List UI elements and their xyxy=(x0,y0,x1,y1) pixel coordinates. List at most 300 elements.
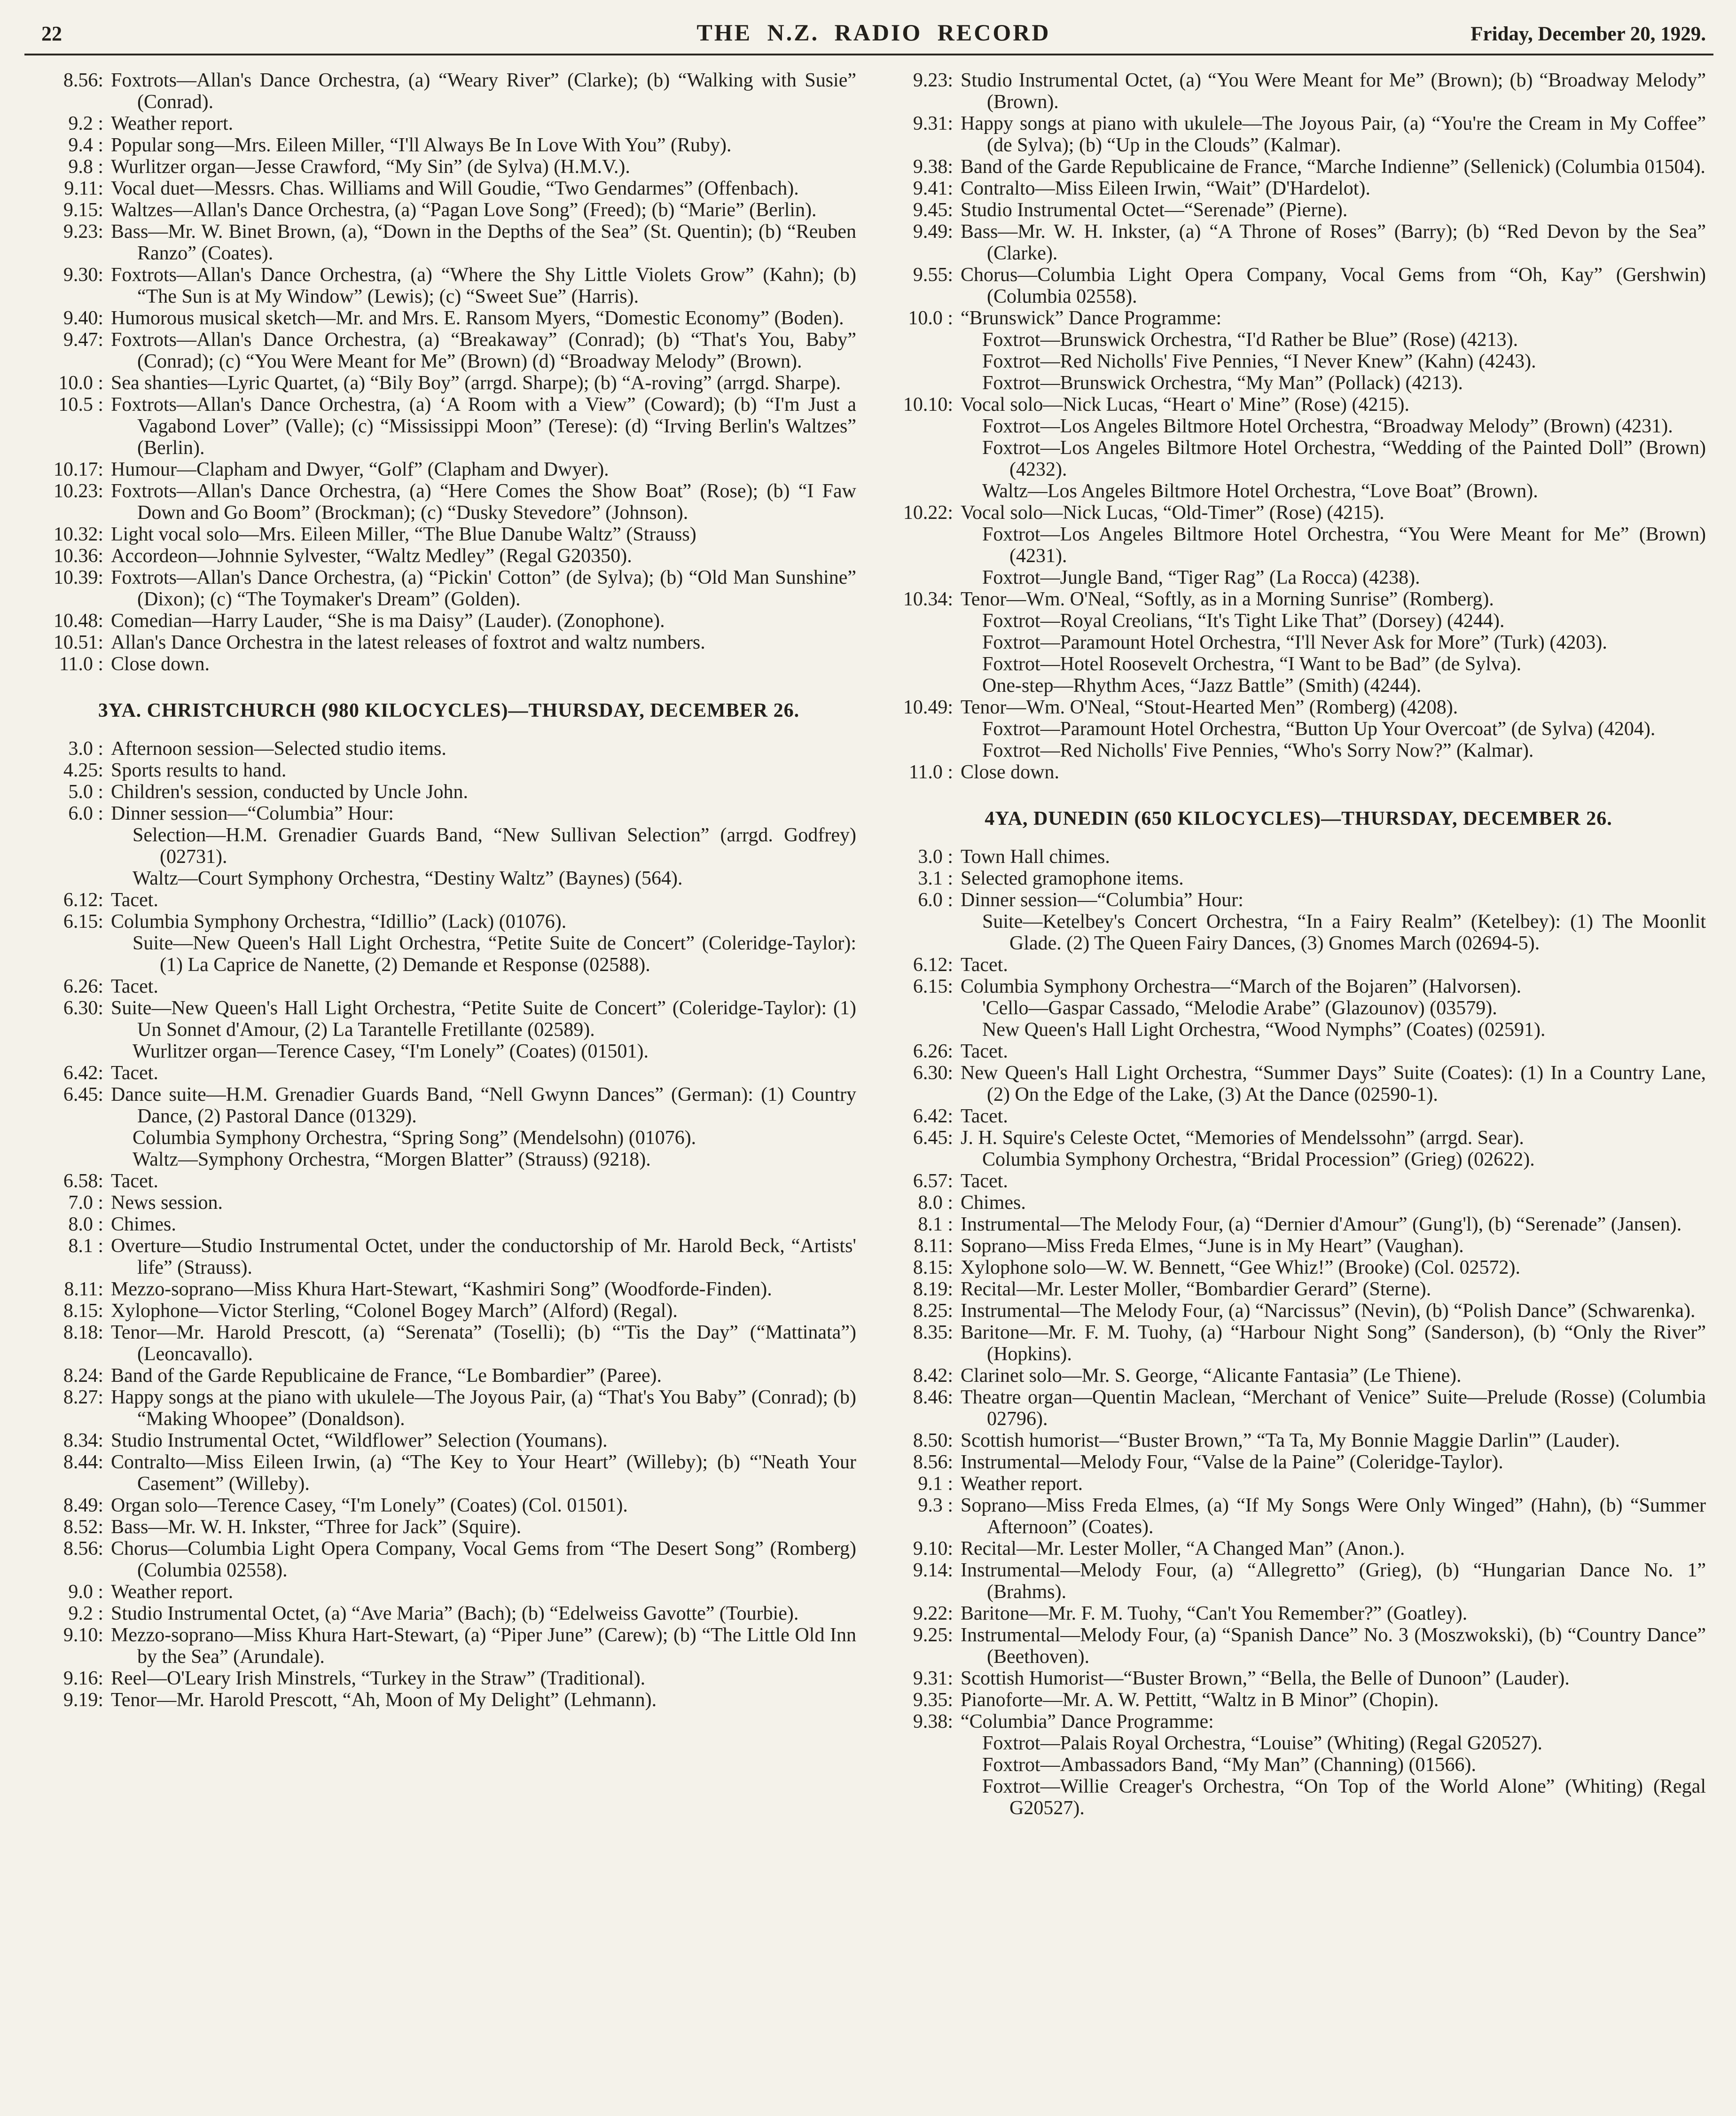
entry-time: 6.12: xyxy=(913,954,953,976)
entry-text: J. H. Squire's Celeste Octet, “Memories of Mendelssohn” (arrgd. Sear). xyxy=(961,1127,1524,1149)
entry-text: Soprano—Miss Freda Elmes, (a) “If My Songs Were Only Winged” (Hahn), (b) “Summer Afternoon” (Coates). xyxy=(961,1495,1706,1538)
entry-time: 8.1 : xyxy=(68,1235,103,1257)
entry-time: 10.48: xyxy=(53,610,103,632)
entry-text: Accordeon—Johnnie Sylvester, “Waltz Medley” (Regal G20350). xyxy=(111,545,632,567)
entry-time xyxy=(891,480,953,502)
entry-time: 7.0 : xyxy=(68,1192,103,1214)
entry-time: 10.39: xyxy=(53,567,103,588)
entry-text: Overture—Studio Instrumental Octet, under the conductorship of Mr. Harold Beck, “Artists' life” (Strauss). xyxy=(111,1235,856,1278)
entry-text: Humour—Clapham and Dwyer, “Golf” (Clapham and Dwyer). xyxy=(111,459,609,480)
entry-time: 9.35: xyxy=(913,1689,953,1711)
programme-entry xyxy=(41,632,856,653)
programme-entry xyxy=(891,1603,1706,1624)
entry-time: 6.30: xyxy=(913,1062,953,1084)
entry-text: Foxtrot—Red Nicholls' Five Pennies, “Who's Sorry Now?” (Kalmar). xyxy=(982,740,1534,761)
programme-entry xyxy=(41,1235,856,1278)
entry-time: 6.57: xyxy=(913,1170,953,1192)
entry-text: Chorus—Columbia Light Opera Company, Vocal Gems from “Oh, Kay” (Gershwin) (Columbia 02558). xyxy=(961,264,1706,307)
programme-entry xyxy=(41,653,856,675)
entry-text: Recital—Mr. Lester Moller, “Bombardier Gerard” (Sterne). xyxy=(961,1278,1431,1300)
entry-text: Happy songs at the piano with ukulele—The Joyous Pair, (a) “That's You Baby” (Conrad); (b) “Making Whoopee” (Donaldson). xyxy=(111,1387,856,1430)
entry-time: 9.22: xyxy=(913,1603,953,1624)
entry-text: Chimes. xyxy=(111,1214,176,1235)
programme-subentry xyxy=(41,1127,856,1149)
entry-time: 10.10: xyxy=(903,394,953,415)
column-left xyxy=(41,70,856,1819)
entry-time: 9.30: xyxy=(63,264,103,286)
entry-time: 9.11: xyxy=(64,178,103,199)
entry-text: Tacet. xyxy=(111,1062,158,1084)
entry-text: Weather report. xyxy=(111,1581,234,1603)
entry-text: Foxtrot—Paramount Hotel Orchestra, “Button Up Your Overcoat” (de Sylva) (4204). xyxy=(982,718,1656,740)
entry-time xyxy=(891,351,953,372)
entry-text: Band of the Garde Republicaine de France, “Marche Indienne” (Sellenick) (Columbia 01504). xyxy=(961,156,1705,178)
entry-time xyxy=(891,372,953,394)
entry-text: Columbia Symphony Orchestra—“March of the Bojaren” (Halvorsen). xyxy=(961,976,1522,997)
programme-entry xyxy=(41,738,856,760)
programme-entry xyxy=(41,1300,856,1322)
entry-text: Vocal solo—Nick Lucas, “Old-Timer” (Rose) (4215). xyxy=(961,502,1384,524)
entry-time: 9.55: xyxy=(913,264,953,286)
programme-entry xyxy=(891,264,1706,307)
entry-time: 8.15: xyxy=(63,1300,103,1322)
entry-time: 9.16: xyxy=(63,1668,103,1689)
entry-time: 9.41: xyxy=(913,178,953,199)
entry-time xyxy=(41,933,103,976)
entry-text: Instrumental—The Melody Four, (a) “Narcissus” (Nevin), (b) “Polish Dance” (Schwarenka). xyxy=(961,1300,1696,1322)
entry-text: Clarinet solo—Mr. S. George, “Alicante Fantasia” (Le Thiene). xyxy=(961,1365,1462,1387)
entry-text: Instrumental—Melody Four, “Valse de la Paine” (Coleridge-Taylor). xyxy=(961,1451,1503,1473)
publication-title: THE N.Z. RADIO RECORD xyxy=(696,19,1051,46)
entry-text: News session. xyxy=(111,1192,223,1214)
programme-subentry xyxy=(891,911,1706,954)
programme-entry xyxy=(891,1451,1706,1473)
programme-subentry xyxy=(891,632,1706,653)
programme-subentry xyxy=(891,1776,1706,1819)
entry-time xyxy=(891,1149,953,1170)
programme-entry xyxy=(891,1041,1706,1062)
entry-time: 10.0 : xyxy=(58,372,103,394)
programme-entry xyxy=(891,113,1706,156)
entry-time: 9.15: xyxy=(63,199,103,221)
entry-time: 6.45: xyxy=(63,1084,103,1105)
programme-entry xyxy=(41,1689,856,1711)
entry-time: 9.19: xyxy=(63,1689,103,1711)
programme-entry xyxy=(891,1062,1706,1105)
programme-entry xyxy=(41,567,856,610)
entry-text: Suite—New Queen's Hall Light Orchestra, “Petite Suite de Concert” (Coleridge-Taylor): (1) Un Sonnet d'Amour, (2) La Tarantelle Fretillante (02589). xyxy=(111,997,856,1041)
entry-text: Foxtrot—Los Angeles Biltmore Hotel Orchestra, “Broadway Melody” (Brown) (4231). xyxy=(982,415,1673,437)
entry-text: Foxtrot—Paramount Hotel Orchestra, “I'll Never Ask for More” (Turk) (4203). xyxy=(982,632,1607,653)
entry-text: Foxtrot—Red Nicholls' Five Pennies, “I Never Knew” (Kahn) (4243). xyxy=(982,351,1536,372)
programme-entry xyxy=(891,761,1706,783)
entry-time: 8.35: xyxy=(913,1322,953,1343)
programme-subentry xyxy=(891,1149,1706,1170)
entry-text: Foxtrot—Royal Creolians, “It's Tight Like That” (Dorsey) (4244). xyxy=(982,610,1505,632)
programme-subentry xyxy=(891,415,1706,437)
entry-time: 6.0 : xyxy=(918,889,953,911)
entry-text: Bass—Mr. W. H. Inkster, “Three for Jack” (Squire). xyxy=(111,1516,522,1538)
programme-subentry xyxy=(891,567,1706,588)
entry-time: 8.27: xyxy=(63,1387,103,1408)
programme-entry xyxy=(891,1278,1706,1300)
programme-entry xyxy=(41,307,856,329)
entry-text: Columbia Symphony Orchestra, “Spring Song” (Mendelsohn) (01076). xyxy=(133,1127,696,1149)
programme-subentry xyxy=(891,653,1706,675)
entry-text: Theatre organ—Quentin Maclean, “Merchant of Venice” Suite—Prelude (Rosse) (Columbia 02796). xyxy=(961,1387,1706,1430)
entry-text: Sea shanties—Lyric Quartet, (a) “Bily Boy” (arrgd. Sharpe); (b) “A-roving” (arrgd. Sharpe). xyxy=(111,372,841,394)
entry-text: Scottish Humorist—“Buster Brown,” “Bella, the Belle of Dunoon” (Lauder). xyxy=(961,1668,1570,1689)
entry-text: Studio Instrumental Octet, (a) “You Were Meant for Me” (Brown); (b) “Broadway Melody” (Brown). xyxy=(961,70,1706,113)
entry-text: Studio Instrumental Octet—“Serenade” (Pierne). xyxy=(961,199,1348,221)
programme-entry xyxy=(891,1668,1706,1689)
entry-time: 9.31: xyxy=(913,113,953,134)
entry-time xyxy=(891,415,953,437)
programme-entry xyxy=(41,1278,856,1300)
programme-subentry xyxy=(891,610,1706,632)
entry-text: Waltz—Symphony Orchestra, “Morgen Blatter” (Strauss) (9218). xyxy=(133,1149,651,1170)
issue-date: Friday, December 20, 1929. xyxy=(1470,23,1706,45)
programme-entry xyxy=(891,307,1706,329)
entry-time: 8.11: xyxy=(64,1278,103,1300)
programme-subentry xyxy=(891,437,1706,480)
programme-entry xyxy=(891,1538,1706,1560)
entry-text: Foxtrots—Allan's Dance Orchestra, (a) ‘A Room with a View” (Coward); (b) “I'm Just a Vagabond Lover” (Valle); (c) “Mississippi Moon” (Terese): (d) “Irving Berlin's Waltzes” (Berlin). xyxy=(111,394,856,459)
programme-entry xyxy=(891,1624,1706,1668)
programme-entry xyxy=(41,372,856,394)
entry-text: Close down. xyxy=(961,761,1059,783)
entry-time xyxy=(891,1732,953,1754)
entry-time: 9.38: xyxy=(913,1711,953,1732)
entry-text: Xylophone—Victor Sterling, “Colonel Bogey March” (Alford) (Regal). xyxy=(111,1300,678,1322)
programme-entry xyxy=(41,1387,856,1430)
entry-text: Tacet. xyxy=(111,1170,158,1192)
entry-text: Wurlitzer organ—Jesse Crawford, “My Sin” (de Sylva) (H.M.V.). xyxy=(111,156,630,178)
entry-text: Close down. xyxy=(111,653,210,675)
entry-text: Instrumental—The Melody Four, (a) “Dernier d'Amour” (Gung'l), (b) “Serenade” (Jansen). xyxy=(961,1214,1682,1235)
entry-text: Happy songs at piano with ukulele—The Joyous Pair, (a) “You're the Cream in My Coffee” (de Sylva); (b) “Up in the Clouds” (Kalmar). xyxy=(961,113,1706,156)
entry-time: 8.1 : xyxy=(918,1214,953,1235)
entry-text: New Queen's Hall Light Orchestra, “Summer Days” Suite (Coates): (1) In a Country Lane, (2) On the Edge of the Lake, (3) At the Dance (02590-1). xyxy=(961,1062,1706,1105)
entry-time: 6.12: xyxy=(63,889,103,911)
entry-time: 10.34: xyxy=(903,588,953,610)
entry-time: 3.0 : xyxy=(68,738,103,760)
programme-subentry xyxy=(891,740,1706,761)
programme-entry xyxy=(41,610,856,632)
entry-text: Foxtrot—Los Angeles Biltmore Hotel Orchestra, “You Were Meant for Me” (Brown) (4231). xyxy=(982,524,1706,567)
entry-text: Tenor—Mr. Harold Prescott, (a) “Serenata” (Toselli); (b) “'Tis the Day” (“Mattinata”) (Leoncavallo). xyxy=(111,1322,856,1365)
programme-entry xyxy=(891,697,1706,718)
programme-entry xyxy=(41,803,856,824)
entry-text: Foxtrots—Allan's Dance Orchestra, (a) “Breakaway” (Conrad); (b) “That's You, Baby” (Conrad); (c) “You Were Meant for Me” (Brown) (d) “Broadway Melody” (Brown). xyxy=(111,329,856,372)
programme-entry xyxy=(891,1711,1706,1732)
programme-subentry xyxy=(41,824,856,868)
programme-entry xyxy=(891,1192,1706,1214)
entry-text: Tenor—Wm. O'Neal, “Softly, as in a Morning Sunrise” (Romberg). xyxy=(961,588,1494,610)
programme-entry xyxy=(891,1689,1706,1711)
entry-text: Children's session, conducted by Uncle John. xyxy=(111,781,468,803)
entry-time xyxy=(891,567,953,588)
entry-text: Foxtrot—Jungle Band, “Tiger Rag” (La Rocca) (4238). xyxy=(982,567,1420,588)
entry-text: Weather report. xyxy=(111,113,234,134)
programme-entry xyxy=(41,1430,856,1451)
programme-entry xyxy=(891,588,1706,610)
entry-text: Instrumental—Melody Four, (a) “Allegretto” (Grieg), (b) “Hungarian Dance No. 1” (Brahms). xyxy=(961,1560,1706,1603)
programme-entry xyxy=(891,178,1706,199)
masthead xyxy=(0,0,1736,46)
entry-text: Reel—O'Leary Irish Minstrels, “Turkey in the Straw” (Traditional). xyxy=(111,1668,646,1689)
entry-text: Foxtrots—Allan's Dance Orchestra, (a) “Pickin' Cotton” (de Sylva); (b) “Old Man Sunshine” (Dixon); (c) “The Toymaker's Dream” (Golden). xyxy=(111,567,856,610)
programme-entry xyxy=(41,1451,856,1495)
programme-subentry xyxy=(891,997,1706,1019)
entry-time xyxy=(891,718,953,740)
programme-entry xyxy=(41,221,856,264)
programme-entry xyxy=(41,199,856,221)
entry-time: 8.15: xyxy=(913,1257,953,1278)
entry-time xyxy=(891,329,953,351)
programme-entry xyxy=(41,1322,856,1365)
entry-time: 9.4 : xyxy=(68,134,103,156)
entry-text: Vocal duet—Messrs. Chas. Williams and Will Goudie, “Two Gendarmes” (Offenbach). xyxy=(111,178,799,199)
programme-entry xyxy=(41,1581,856,1603)
entry-time: 11.0 : xyxy=(908,761,953,783)
entry-text: Tacet. xyxy=(111,889,158,911)
entry-text: Baritone—Mr. F. M. Tuohy, “Can't You Remember?” (Goatley). xyxy=(961,1603,1468,1624)
entry-text: Dinner session—“Columbia” Hour: xyxy=(111,803,394,824)
programme-entry xyxy=(41,997,856,1041)
entry-time: 6.0 : xyxy=(68,803,103,824)
programme-entry xyxy=(891,1300,1706,1322)
programme-entry xyxy=(41,1084,856,1127)
entry-time: 6.15: xyxy=(913,976,953,997)
programme-subentry xyxy=(891,1732,1706,1754)
programme-entry xyxy=(891,502,1706,524)
entry-text: Tacet. xyxy=(111,976,158,997)
programme-subentry xyxy=(891,524,1706,567)
entry-text: Foxtrot—Willie Creager's Orchestra, “On Top of the World Alone” (Whiting) (Regal G20527). xyxy=(982,1776,1706,1819)
entry-time: 9.38: xyxy=(913,156,953,178)
entry-text: Chorus—Columbia Light Opera Company, Vocal Gems from “The Desert Song” (Romberg) (Columbia 02558). xyxy=(111,1538,856,1581)
programme-entry xyxy=(891,1387,1706,1430)
entry-text: Studio Instrumental Octet, “Wildflower” Selection (Youmans). xyxy=(111,1430,608,1451)
entry-text: Sports results to hand. xyxy=(111,760,287,781)
entry-text: Foxtrot—Brunswick Orchestra, “I'd Rather be Blue” (Rose) (4213). xyxy=(982,329,1518,351)
entry-time: 9.10: xyxy=(63,1624,103,1646)
entry-time: 4.25: xyxy=(63,760,103,781)
entry-text: Afternoon session—Selected studio items. xyxy=(111,738,446,760)
programme-entry xyxy=(891,1257,1706,1278)
entry-time: 9.25: xyxy=(913,1624,953,1646)
entry-time xyxy=(891,653,953,675)
entry-text: Chimes. xyxy=(961,1192,1026,1214)
entry-text: Baritone—Mr. F. M. Tuohy, (a) “Harbour Night Song” (Sanderson), (b) “Only the River” (Hopkins). xyxy=(961,1322,1706,1365)
entry-text: Waltz—Los Angeles Biltmore Hotel Orchestra, “Love Boat” (Brown). xyxy=(982,480,1538,502)
programme-entry xyxy=(891,976,1706,997)
entry-time: 6.26: xyxy=(63,976,103,997)
entry-text: Foxtrot—Los Angeles Biltmore Hotel Orchestra, “Wedding of the Painted Doll” (Brown) (4232). xyxy=(982,437,1706,480)
entry-time: 8.46: xyxy=(913,1387,953,1408)
entry-text: New Queen's Hall Light Orchestra, “Wood Nymphs” (Coates) (02591). xyxy=(982,1019,1546,1041)
entry-text: Tenor—Mr. Harold Prescott, “Ah, Moon of My Delight” (Lehmann). xyxy=(111,1689,657,1711)
programme-entry xyxy=(41,889,856,911)
entry-text: Foxtrots—Allan's Dance Orchestra, (a) “Weary River” (Clarke); (b) “Walking with Susie” (Conrad). xyxy=(111,70,856,113)
entry-time: 10.5 : xyxy=(58,394,103,415)
programme-entry xyxy=(41,480,856,524)
programme-subentry xyxy=(891,1754,1706,1776)
programme-entry xyxy=(41,1516,856,1538)
entry-text: Wurlitzer organ—Terence Casey, “I'm Lonely” (Coates) (01501). xyxy=(133,1041,649,1062)
entry-time: 10.51: xyxy=(53,632,103,653)
programme-entry xyxy=(891,889,1706,911)
entry-text: One-step—Rhythm Aces, “Jazz Battle” (Smith) (4244). xyxy=(982,675,1422,697)
entry-time: 9.40: xyxy=(63,307,103,329)
entry-time: 8.49: xyxy=(63,1495,103,1516)
entry-time: 10.22: xyxy=(903,502,953,524)
programme-entry xyxy=(891,1170,1706,1192)
entry-text: Mezzo-soprano—Miss Khura Hart-Stewart, “Kashmiri Song” (Woodforde-Finden). xyxy=(111,1278,772,1300)
entry-text: Light vocal solo—Mrs. Eileen Miller, “The Blue Danube Waltz” (Strauss) xyxy=(111,524,696,545)
entry-text: Mezzo-soprano—Miss Khura Hart-Stewart, (a) “Piper June” (Carew); (b) “The Little Old Inn by the Sea” (Arundale). xyxy=(111,1624,856,1668)
programme-entry xyxy=(891,156,1706,178)
entry-time: 8.42: xyxy=(913,1365,953,1387)
programme-subentry xyxy=(41,1149,856,1170)
programme-entry xyxy=(41,1214,856,1235)
programme-subentry xyxy=(891,351,1706,372)
entry-time: 5.0 : xyxy=(68,781,103,803)
programme-entry xyxy=(891,868,1706,889)
entry-time: 9.10: xyxy=(913,1538,953,1560)
programme-subentry xyxy=(41,1041,856,1062)
entry-time: 8.24: xyxy=(63,1365,103,1387)
programme-entry xyxy=(891,1430,1706,1451)
programme-entry xyxy=(891,221,1706,264)
entry-text: Bass—Mr. W. Binet Brown, (a), “Down in the Depths of the Sea” (St. Quentin); (b) “Reuben Ranzo” (Coates). xyxy=(111,221,856,264)
programme-entry xyxy=(41,911,856,933)
programme-entry xyxy=(41,459,856,480)
entry-time: 8.11: xyxy=(914,1235,953,1257)
entry-time: 8.0 : xyxy=(918,1192,953,1214)
entry-time: 8.52: xyxy=(63,1516,103,1538)
programme-entry xyxy=(891,1322,1706,1365)
programme-entry xyxy=(41,178,856,199)
entry-time: 8.19: xyxy=(913,1278,953,1300)
entry-time: 3.0 : xyxy=(918,846,953,868)
entry-text: 'Cello—Gaspar Cassado, “Melodie Arabe” (Glazounov) (03579). xyxy=(982,997,1497,1019)
programme-entry xyxy=(41,329,856,372)
entry-time xyxy=(891,911,953,954)
entry-time xyxy=(41,824,103,868)
entry-text: Organ solo—Terence Casey, “I'm Lonely” (Coates) (Col. 01501). xyxy=(111,1495,628,1516)
programme-entry xyxy=(891,199,1706,221)
entry-time xyxy=(41,1127,103,1149)
entry-time xyxy=(41,868,103,889)
entry-time: 9.3 : xyxy=(918,1495,953,1516)
entry-time: 10.32: xyxy=(53,524,103,545)
programme-entry xyxy=(41,1365,856,1387)
entry-text: Comedian—Harry Lauder, “She is ma Daisy” (Lauder). (Zonophone). xyxy=(111,610,665,632)
programme-entry xyxy=(41,1192,856,1214)
entry-text: Foxtrots—Allan's Dance Orchestra, (a) “Here Comes the Show Boat” (Rose); (b) “I Faw Down and Go Boom” (Brockman); (c) “Dusky Stevedore” (Johnson). xyxy=(111,480,856,524)
entry-text: Humorous musical sketch—Mr. and Mrs. E. Ransom Myers, “Domestic Economy” (Boden). xyxy=(111,307,844,329)
entry-time: 6.42: xyxy=(63,1062,103,1084)
entry-text: Studio Instrumental Octet, (a) “Ave Maria” (Bach); (b) “Edelweiss Gavotte” (Tourbie). xyxy=(111,1603,799,1624)
programme-subentry xyxy=(41,933,856,976)
entry-time: 6.26: xyxy=(913,1041,953,1062)
programme-entry xyxy=(41,976,856,997)
programme-entry xyxy=(41,1495,856,1516)
programme-entry xyxy=(41,1170,856,1192)
entry-text: Dinner session—“Columbia” Hour: xyxy=(961,889,1243,911)
entry-text: Foxtrot—Brunswick Orchestra, “My Man” (Pollack) (4213). xyxy=(982,372,1463,394)
entry-text: Foxtrots—Allan's Dance Orchestra, (a) “Where the Shy Little Violets Grow” (Kahn); (b) “The Sun is at My Window” (Lewis); (c) “Sweet Sue” (Harris). xyxy=(111,264,856,307)
entry-time xyxy=(891,997,953,1019)
entry-time xyxy=(891,610,953,632)
programme-entry xyxy=(41,156,856,178)
entry-time: 6.45: xyxy=(913,1127,953,1149)
programme-entry xyxy=(891,846,1706,868)
entry-time: 9.8 : xyxy=(68,156,103,178)
entry-text: Instrumental—Melody Four, (a) “Spanish Dance” No. 3 (Moszwokski), (b) “Country Dance” (Beethoven). xyxy=(961,1624,1706,1668)
programme-entry xyxy=(41,545,856,567)
programme-entry xyxy=(41,394,856,459)
entry-text: “Brunswick” Dance Programme: xyxy=(961,307,1222,329)
entry-time xyxy=(891,1754,953,1776)
entry-text: Vocal solo—Nick Lucas, “Heart o' Mine” (Rose) (4215). xyxy=(961,394,1410,415)
entry-time: 8.34: xyxy=(63,1430,103,1451)
entry-text: Band of the Garde Republicaine de France, “Le Bombardier” (Paree). xyxy=(111,1365,662,1387)
entry-time: 8.44: xyxy=(63,1451,103,1473)
entry-time: 6.58: xyxy=(63,1170,103,1192)
programme-subentry xyxy=(891,1019,1706,1041)
programme-entry xyxy=(41,524,856,545)
programme-entry xyxy=(891,1495,1706,1538)
programme-entry xyxy=(41,1668,856,1689)
programme-entry xyxy=(891,70,1706,113)
entry-text: Weather report. xyxy=(961,1473,1083,1495)
entry-time: 3.1 : xyxy=(918,868,953,889)
entry-time xyxy=(891,524,953,567)
entry-time: 6.30: xyxy=(63,997,103,1019)
entry-text: Contralto—Miss Eileen Irwin, (a) “The Key to Your Heart” (Willeby); (b) “'Neath Your Casement” (Willeby). xyxy=(111,1451,856,1495)
entry-time: 10.23: xyxy=(53,480,103,502)
entry-text: Selected gramophone items. xyxy=(961,868,1184,889)
station-heading: 4YA, DUNEDIN (650 KILOCYCLES)—THURSDAY, DECEMBER 26. xyxy=(985,808,1612,830)
programme-entry xyxy=(891,1473,1706,1495)
entry-text: “Columbia” Dance Programme: xyxy=(961,1711,1214,1732)
entry-time: 9.14: xyxy=(913,1560,953,1581)
entry-text: Bass—Mr. W. H. Inkster, (a) “A Throne of Roses” (Barry); (b) “Red Devon by the Sea” (Clarke). xyxy=(961,221,1706,264)
entry-text: Allan's Dance Orchestra in the latest releases of foxtrot and waltz numbers. xyxy=(111,632,705,653)
entry-time: 9.1 : xyxy=(918,1473,953,1495)
entry-time xyxy=(891,1776,953,1819)
entry-time xyxy=(41,1041,103,1062)
programme-entry xyxy=(891,1560,1706,1603)
entry-time: 9.2 : xyxy=(68,113,103,134)
page-number: 22 xyxy=(41,22,62,45)
entry-time: 6.42: xyxy=(913,1105,953,1127)
entry-time: 9.0 : xyxy=(68,1581,103,1603)
programme-entry xyxy=(41,70,856,113)
entry-time: 8.18: xyxy=(63,1322,103,1343)
programme-subentry xyxy=(891,480,1706,502)
programme-subentry xyxy=(891,329,1706,351)
entry-text: Waltzes—Allan's Dance Orchestra, (a) “Pagan Love Song” (Freed); (b) “Marie” (Berlin). xyxy=(111,199,817,221)
entry-text: Tenor—Wm. O'Neal, “Stout-Hearted Men” (Romberg) (4208). xyxy=(961,697,1458,718)
entry-text: Recital—Mr. Lester Moller, “A Changed Man” (Anon.). xyxy=(961,1538,1405,1560)
station-heading: 3YA. CHRISTCHURCH (980 KILOCYCLES)—THURSDAY, DECEMBER 26. xyxy=(98,700,800,721)
entry-text: Tacet. xyxy=(961,1170,1008,1192)
entry-text: Soprano—Miss Freda Elmes, “June is in My Heart” (Vaughan). xyxy=(961,1235,1464,1257)
